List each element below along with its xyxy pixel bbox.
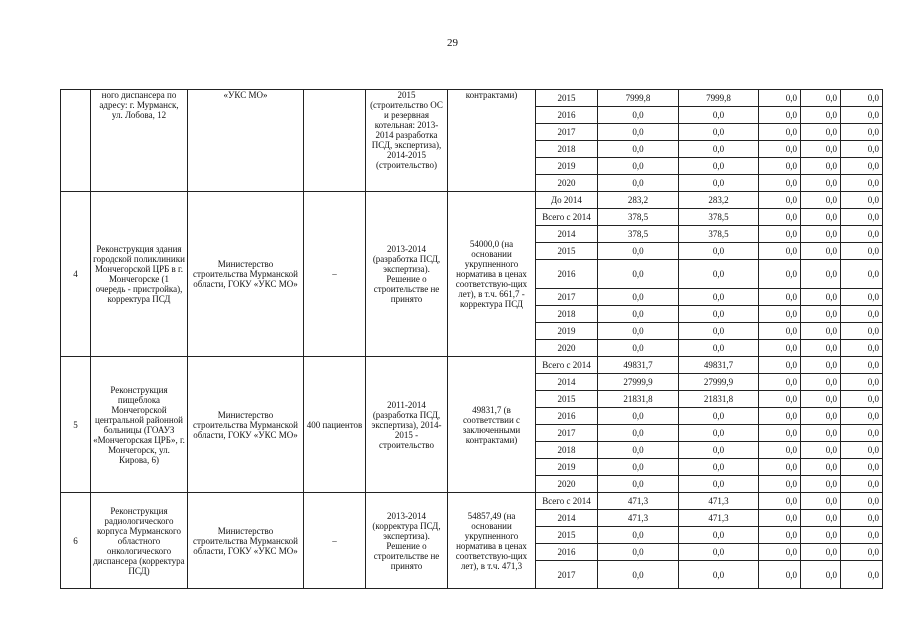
amount-cell: 0,0 [598,459,679,476]
amount-cell: 0,0 [841,306,883,323]
row-number [61,90,91,192]
amount-cell: 0,0 [801,209,841,226]
estimated-cost: контрактами) [448,90,536,192]
amount-cell: 0,0 [759,90,801,107]
estimated-cost: 54857,49 (на основании укрупненного норматива в ценах соответствую-щих лет), в т.ч. 471,3 [448,493,536,589]
year-cell: 2020 [536,175,598,192]
amount-cell: 0,0 [598,141,679,158]
amount-cell: 0,0 [801,141,841,158]
amount-cell: 0,0 [801,442,841,459]
amount-cell: 0,0 [679,124,759,141]
customer-name: Министерство строительства Мурманской области, ГОКУ «УКС МО» [188,192,304,357]
amount-cell: 0,0 [759,442,801,459]
amount-cell: 0,0 [759,289,801,306]
amount-cell: 0,0 [841,391,883,408]
period-cell: 2011-2014 (разработка ПСД, экспертиза), 2014-2015 - строительство [366,357,448,493]
amount-cell: 0,0 [841,544,883,561]
year-cell: 2016 [536,408,598,425]
amount-cell: 0,0 [801,226,841,243]
amount-cell: 0,0 [679,306,759,323]
amount-cell: 0,0 [841,141,883,158]
amount-cell: 0,0 [801,561,841,589]
amount-cell: 0,0 [801,289,841,306]
amount-cell: 0,0 [801,510,841,527]
amount-cell: 378,5 [598,209,679,226]
amount-cell: 0,0 [759,561,801,589]
amount-cell: 0,0 [801,425,841,442]
year-cell: 2016 [536,544,598,561]
amount-cell: 283,2 [598,192,679,209]
amount-cell: 0,0 [598,306,679,323]
amount-cell: 0,0 [841,527,883,544]
table-row [61,357,883,374]
year-cell: 2020 [536,340,598,357]
year-cell: До 2014 [536,192,598,209]
year-cell: 2016 [536,107,598,124]
amount-cell: 0,0 [598,175,679,192]
amount-cell: 0,0 [801,260,841,289]
amount-cell: 0,0 [598,243,679,260]
year-cell: 2014 [536,226,598,243]
amount-cell: 0,0 [841,357,883,374]
customer-name: Министерство строительства Мурманской области, ГОКУ «УКС МО» [188,493,304,589]
amount-cell: 0,0 [759,408,801,425]
amount-cell: 0,0 [598,442,679,459]
amount-cell: 0,0 [759,391,801,408]
year-cell: 2017 [536,124,598,141]
year-cell: 2019 [536,158,598,175]
amount-cell: 0,0 [759,493,801,510]
amount-cell: 0,0 [841,90,883,107]
amount-cell: 0,0 [679,544,759,561]
amount-cell: 0,0 [801,158,841,175]
year-cell: 2018 [536,306,598,323]
amount-cell: 0,0 [801,323,841,340]
amount-cell: 0,0 [598,561,679,589]
period-cell: 2013-2014 (разработка ПСД, экспертиза). Решение о строительстве не принято [366,192,448,357]
year-cell: Всего с 2014 [536,209,598,226]
object-name: Реконструкция пищеблока Мончегорской центральной районной больницы (ГОАУЗ «Мончегорская ЦРБ», г. Мончегорск, ул. Кирова, 6) [91,357,188,493]
year-cell: 2016 [536,260,598,289]
amount-cell: 0,0 [841,175,883,192]
amount-cell: 0,0 [598,476,679,493]
amount-cell: 0,0 [598,289,679,306]
customer-name: Министерство строительства Мурманской области, ГОКУ «УКС МО» [188,357,304,493]
amount-cell: 0,0 [759,124,801,141]
amount-cell: 0,0 [759,243,801,260]
amount-cell: 49831,7 [679,357,759,374]
year-cell: 2015 [536,90,598,107]
amount-cell: 0,0 [598,260,679,289]
amount-cell: 0,0 [679,141,759,158]
page-number: 29 [447,37,458,49]
amount-cell: 0,0 [841,158,883,175]
amount-cell: 0,0 [679,175,759,192]
table-row [61,90,883,107]
amount-cell: 0,0 [841,374,883,391]
customer-name: «УКС МО» [188,90,304,192]
amount-cell: 0,0 [801,243,841,260]
amount-cell: 0,0 [598,158,679,175]
amount-cell: 0,0 [759,323,801,340]
amount-cell: 0,0 [841,289,883,306]
amount-cell: 0,0 [679,340,759,357]
amount-cell: 0,0 [801,90,841,107]
amount-cell: 0,0 [841,459,883,476]
amount-cell: 0,0 [759,175,801,192]
amount-cell: 0,0 [841,425,883,442]
estimated-cost: 54000,0 (на основании укрупненного норматива в ценах соответствую-щих лет), в т.ч. 661,7 - корректура ПСД [448,192,536,357]
amount-cell: 21831,8 [679,391,759,408]
amount-cell: 378,5 [598,226,679,243]
year-cell: 2014 [536,374,598,391]
amount-cell: 0,0 [801,340,841,357]
amount-cell: 0,0 [679,107,759,124]
amount-cell: 0,0 [801,357,841,374]
amount-cell: 0,0 [841,260,883,289]
estimated-cost: 49831,7 (в соответствии с заключенными контрактами) [448,357,536,493]
amount-cell: 0,0 [801,374,841,391]
amount-cell: 0,0 [801,408,841,425]
amount-cell: 0,0 [759,141,801,158]
amount-cell: 7999,8 [598,90,679,107]
amount-cell: 0,0 [841,408,883,425]
amount-cell: 0,0 [679,243,759,260]
amount-cell: 0,0 [759,425,801,442]
amount-cell: 0,0 [598,124,679,141]
amount-cell: 0,0 [841,209,883,226]
amount-cell: 0,0 [801,493,841,510]
amount-cell: 0,0 [801,107,841,124]
year-cell: 2015 [536,527,598,544]
amount-cell: 0,0 [598,527,679,544]
amount-cell: 27999,9 [598,374,679,391]
amount-cell: 0,0 [841,323,883,340]
amount-cell: 378,5 [679,209,759,226]
object-name: Реконструкция радиологического корпуса Мурманского областного онкологического диспансера (корректура ПСД) [91,493,188,589]
amount-cell: 471,3 [679,493,759,510]
amount-cell: 0,0 [801,124,841,141]
amount-cell: 0,0 [759,306,801,323]
amount-cell: 0,0 [598,323,679,340]
capacity-cell: 400 пациентов [304,357,366,493]
amount-cell: 0,0 [841,442,883,459]
amount-cell: 0,0 [759,459,801,476]
amount-cell: 283,2 [679,192,759,209]
amount-cell: 0,0 [841,493,883,510]
amount-cell: 0,0 [801,476,841,493]
amount-cell: 7999,8 [679,90,759,107]
amount-cell: 0,0 [759,357,801,374]
amount-cell: 0,0 [759,374,801,391]
amount-cell: 0,0 [801,527,841,544]
amount-cell: 0,0 [759,192,801,209]
year-cell: 2019 [536,459,598,476]
amount-cell: 0,0 [759,158,801,175]
amount-cell: 0,0 [801,544,841,561]
amount-cell: 0,0 [679,425,759,442]
amount-cell: 0,0 [801,175,841,192]
year-cell: 2017 [536,425,598,442]
period-cell: 2013-2014 (корректура ПСД, экспертиза). Решение о строительстве не принято [366,493,448,589]
amount-cell: 0,0 [598,425,679,442]
amount-cell: 0,0 [841,192,883,209]
object-name: Реконструкция здания городской поликлиники Мончегорской ЦРБ в г. Мончегорске (1 очередь - пристройка), корректура ПСД [91,192,188,357]
amount-cell: 378,5 [679,226,759,243]
amount-cell: 0,0 [841,124,883,141]
year-cell: 2017 [536,289,598,306]
amount-cell: 0,0 [679,476,759,493]
amount-cell: 0,0 [759,510,801,527]
amount-cell: 0,0 [759,226,801,243]
table-row [61,493,883,510]
year-cell: 2018 [536,442,598,459]
year-cell: 2019 [536,323,598,340]
year-cell: Всего с 2014 [536,493,598,510]
capacity-cell [304,90,366,192]
amount-cell: 0,0 [759,476,801,493]
amount-cell: 0,0 [841,243,883,260]
amount-cell: 0,0 [841,476,883,493]
amount-cell: 0,0 [801,391,841,408]
amount-cell: 0,0 [759,209,801,226]
amount-cell: 0,0 [598,408,679,425]
amount-cell: 49831,7 [598,357,679,374]
table-body [61,90,883,589]
amount-cell: 0,0 [841,561,883,589]
row-number: 5 [61,357,91,493]
table-row [61,192,883,209]
year-cell: 2017 [536,561,598,589]
capacity-cell: – [304,493,366,589]
investment-table [60,89,883,589]
amount-cell: 0,0 [679,289,759,306]
amount-cell: 0,0 [679,323,759,340]
amount-cell: 0,0 [679,158,759,175]
row-number: 4 [61,192,91,357]
amount-cell: 0,0 [679,459,759,476]
amount-cell: 0,0 [841,226,883,243]
amount-cell: 21831,8 [598,391,679,408]
row-number: 6 [61,493,91,589]
amount-cell: 0,0 [679,442,759,459]
amount-cell: 471,3 [679,510,759,527]
amount-cell: 0,0 [801,459,841,476]
amount-cell: 0,0 [841,510,883,527]
year-cell: 2015 [536,391,598,408]
year-cell: Всего с 2014 [536,357,598,374]
amount-cell: 0,0 [801,306,841,323]
amount-cell: 0,0 [679,260,759,289]
year-cell: 2014 [536,510,598,527]
amount-cell: 471,3 [598,493,679,510]
amount-cell: 471,3 [598,510,679,527]
amount-cell: 0,0 [598,544,679,561]
object-name: ного диспансера по адресу: г. Мурманск, ул. Лобова, 12 [91,90,188,192]
year-cell: 2020 [536,476,598,493]
amount-cell: 0,0 [759,544,801,561]
amount-cell: 0,0 [598,107,679,124]
year-cell: 2015 [536,243,598,260]
amount-cell: 0,0 [679,527,759,544]
amount-cell: 0,0 [759,107,801,124]
amount-cell: 0,0 [598,340,679,357]
amount-cell: 0,0 [801,192,841,209]
period-cell: 2015 (строительство ОС и резервная котельная: 2013-2014 разработка ПСД, экспертиза), 2014-2015 (строительство) [366,90,448,192]
amount-cell: 0,0 [841,107,883,124]
amount-cell: 0,0 [759,340,801,357]
amount-cell: 0,0 [679,561,759,589]
amount-cell: 0,0 [759,260,801,289]
amount-cell: 0,0 [679,408,759,425]
amount-cell: 0,0 [841,340,883,357]
amount-cell: 27999,9 [679,374,759,391]
capacity-cell: – [304,192,366,357]
amount-cell: 0,0 [759,527,801,544]
year-cell: 2018 [536,141,598,158]
